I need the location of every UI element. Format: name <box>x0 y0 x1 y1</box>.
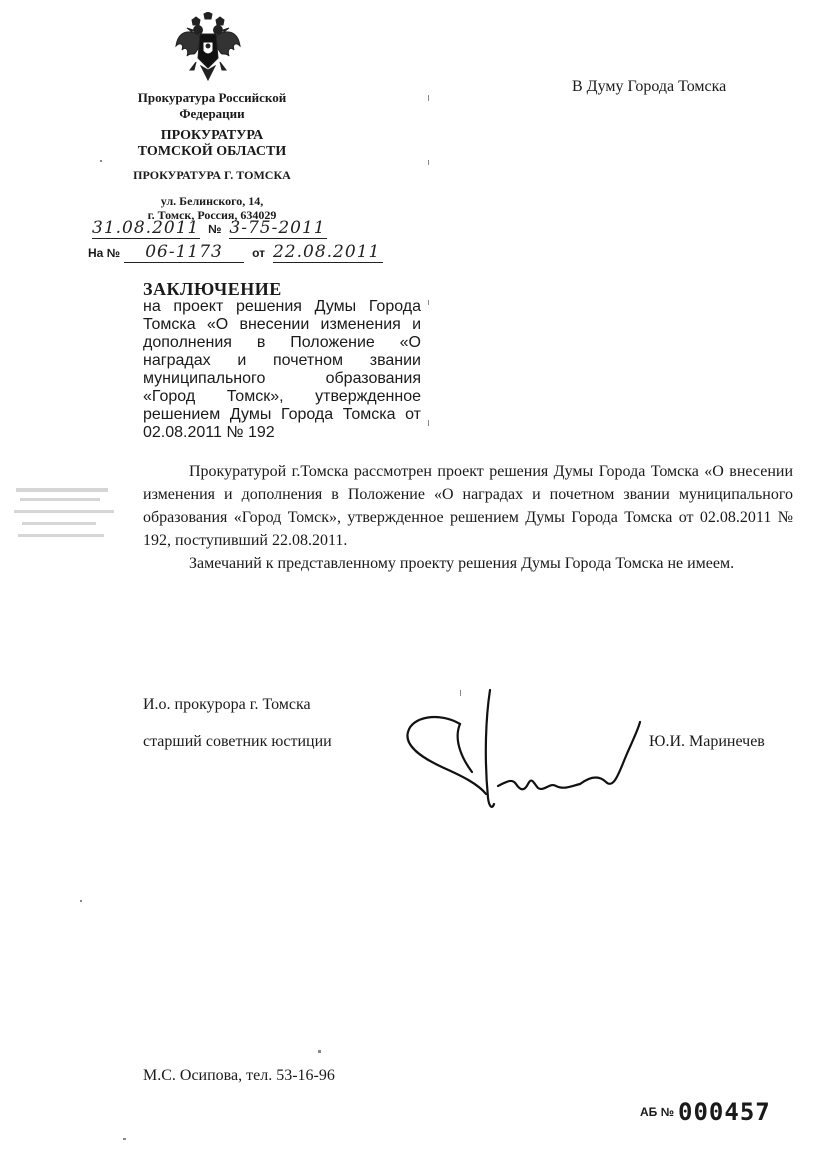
address-line-1: ул. Белинского, 14, <box>160 194 264 208</box>
org-line-2: Федерации <box>179 106 245 121</box>
form-serial <box>640 1098 771 1126</box>
body-paragraph-2: Замечаний к представленному проекту решения Думы Города Томска не имеем. <box>189 555 735 572</box>
organization-name <box>102 90 322 122</box>
outgoing-reference <box>92 218 327 239</box>
eagle-emblem-icon <box>174 12 242 84</box>
handwritten-signature <box>402 686 652 816</box>
incoming-reference <box>88 242 383 263</box>
regional-office <box>102 128 322 160</box>
serial-number: 000457 <box>678 1098 771 1126</box>
city-office: ПРОКУРАТУРА Г. ТОМСКА <box>133 168 291 182</box>
addressee: В Думу Города Томска <box>572 78 727 95</box>
signer-name: Ю.И. Маринечев <box>649 733 765 750</box>
from-label: от <box>252 246 265 260</box>
number-label: № <box>208 222 222 236</box>
outgoing-date: 31.08.2011 <box>92 218 200 238</box>
signer-position-line-2: старший советник юстиции <box>143 733 332 750</box>
executor-contact: М.С. Осипова, тел. 53-16-96 <box>143 1067 335 1084</box>
serial-prefix: АБ № <box>640 1105 675 1119</box>
document-subject: на проект решения Думы Города Томска «О внесении изменения и дополнения в Положение «О наградах и почетном звании муниципального образования «Город Томск», утвержденное решением Думы Города Томска от 02.08.2011 № 192 <box>143 298 421 441</box>
outgoing-number: 3-75-2011 <box>229 218 326 238</box>
regional-line-1: ПРОКУРАТУРА <box>160 128 264 143</box>
incoming-number: 06-1173 <box>124 242 244 263</box>
document-title: ЗАКЛЮЧЕНИЕ <box>143 279 282 299</box>
incoming-date: 22.08.2011 <box>273 242 383 263</box>
incoming-label: На № <box>88 246 121 260</box>
signer-position-line-1: И.о. прокурора г. Томска <box>143 696 311 713</box>
regional-line-2: ТОМСКОЙ ОБЛАСТИ <box>137 144 287 159</box>
body-paragraph-1: Прокуратурой г.Томска рассмотрен проект решения Думы Города Томска «О внесении изменения и дополнения в Положение «О наградах и почетном звании муниципального образования «Город Томск», утвержденное решением Думы Города Томска от 02.08.2011 № 192, поступивший 22.08.2011. <box>143 463 793 549</box>
document-body <box>143 460 793 575</box>
org-line-1: Прокуратура Российской <box>137 90 287 105</box>
address-line-2: г. Томск, Россия, 634029 <box>147 208 277 222</box>
